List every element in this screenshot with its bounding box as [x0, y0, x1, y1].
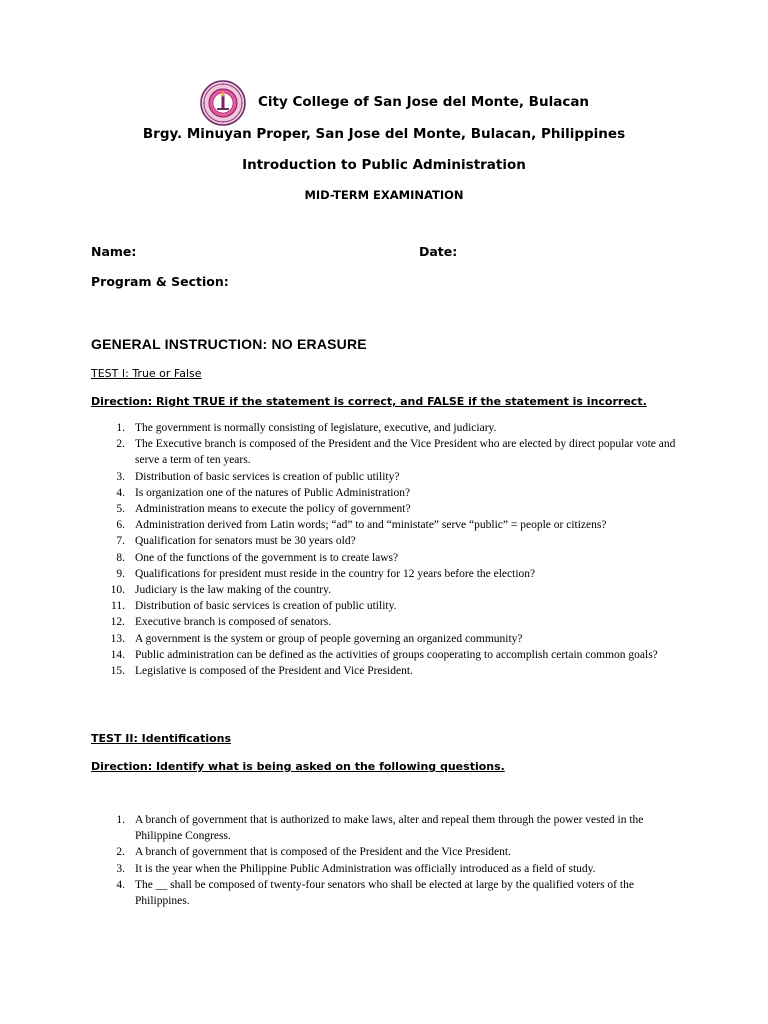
question-text: Is organization one of the natures of Public Administration?	[135, 486, 411, 499]
college-address: Brgy. Minuyan Proper, San Jose del Monte, Bulacan, Philippines	[142, 126, 626, 142]
question-item	[91, 582, 691, 598]
question-text: Judiciary is the law making of the country.	[135, 584, 331, 597]
question-item	[91, 550, 691, 566]
question-text: One of the functions of the government is to create laws?	[135, 551, 399, 564]
question-text: A branch of government that is composed of the President and the Vice President.	[135, 846, 511, 859]
question-number: 15.	[110, 665, 125, 678]
question-number: 4.	[116, 486, 125, 499]
question-number: 1.	[116, 814, 125, 826]
question-text: It is the year when the Philippine Public Administration was officially introduced as a field of study.	[135, 862, 596, 875]
test2-direction: Direction: Identify what is being asked on the following questions.	[91, 760, 505, 773]
question-number: 12.	[110, 616, 125, 629]
question-text: Distribution of basic services is creation of public utility.	[135, 600, 397, 613]
date-label: Date:	[419, 244, 458, 259]
question-item	[91, 844, 691, 860]
test1-direction: Direction: Right TRUE if the statement is correct, and FALSE if the statement is incorrect.	[91, 395, 647, 408]
test2-title: TEST II: Identifications	[91, 732, 232, 745]
question-text: A branch of government that is authorized to make laws, alter and repeal them through the power vested in the Philippine Congress.	[135, 814, 644, 843]
question-number: 3.	[116, 862, 125, 875]
question-text: Qualification for senators must be 30 years old?	[135, 535, 356, 548]
question-number: 11.	[111, 600, 125, 613]
question-text: Qualifications for president must reside in the country for 12 years before the election?	[135, 567, 536, 580]
question-number: 2.	[116, 438, 125, 451]
question-item	[91, 614, 691, 630]
question-item	[91, 631, 691, 647]
name-label: Name:	[91, 244, 137, 259]
test1-title: TEST I: True or False	[91, 367, 202, 380]
question-text: Administration means to execute the policy of government?	[135, 503, 411, 516]
question-text: The government is normally consisting of legislature, executive, and judiciary.	[135, 422, 497, 434]
college-seal-logo	[200, 80, 246, 126]
question-number: 14.	[110, 648, 125, 661]
question-item	[91, 861, 691, 877]
question-item	[91, 436, 691, 468]
question-item	[91, 812, 691, 844]
question-item	[91, 647, 691, 663]
question-number: 13.	[110, 632, 125, 645]
question-item	[91, 663, 691, 679]
question-number: 9.	[116, 567, 125, 580]
question-number: 2.	[116, 846, 125, 859]
question-number: 7.	[116, 535, 125, 548]
question-text: Executive branch is composed of senators.	[135, 616, 332, 629]
exam-title: MID-TERM EXAMINATION	[304, 188, 464, 202]
course-title: Introduction to Public Administration	[242, 157, 526, 173]
college-name: City College of San Jose del Monte, Bulacan	[258, 94, 590, 110]
question-number: 3.	[116, 470, 125, 483]
question-number: 6.	[116, 519, 125, 532]
question-item	[91, 566, 691, 582]
question-item	[91, 598, 691, 614]
question-number: 5.	[116, 503, 125, 516]
general-instruction: GENERAL INSTRUCTION: NO ERASURE	[91, 336, 367, 352]
question-number: 4.	[116, 878, 125, 891]
question-item	[91, 485, 691, 501]
test1-question-list	[91, 420, 691, 679]
question-item	[91, 469, 691, 485]
question-text: Public administration can be defined as the activities of groups cooperating to accomplish certain common goals?	[135, 648, 658, 661]
question-item	[91, 420, 691, 436]
question-text: A government is the system or group of people governing an organized community?	[135, 632, 523, 645]
question-text: Distribution of basic services is creation of public utility?	[135, 470, 400, 483]
question-number: 8.	[116, 551, 125, 564]
question-item	[91, 877, 691, 909]
question-text: Administration derived from Latin words; “ad” to and “ministate” serve “public” = people or citizens?	[135, 519, 607, 532]
question-text: The __ shall be composed of twenty-four senators who shall be elected at large by the qualified voters of the Philippines.	[135, 878, 634, 908]
question-item	[91, 533, 691, 549]
question-number: 1.	[116, 422, 125, 434]
question-text: Legislative is composed of the President and Vice President.	[135, 665, 413, 678]
question-item	[91, 517, 691, 533]
question-text: The Executive branch is composed of the President and the Vice President who are elected by direct popular vote and serve a term of ten years.	[135, 438, 676, 467]
question-number: 10.	[110, 584, 125, 597]
program-section-label: Program & Section:	[91, 274, 229, 289]
question-item	[91, 501, 691, 517]
test2-question-list	[91, 812, 691, 909]
